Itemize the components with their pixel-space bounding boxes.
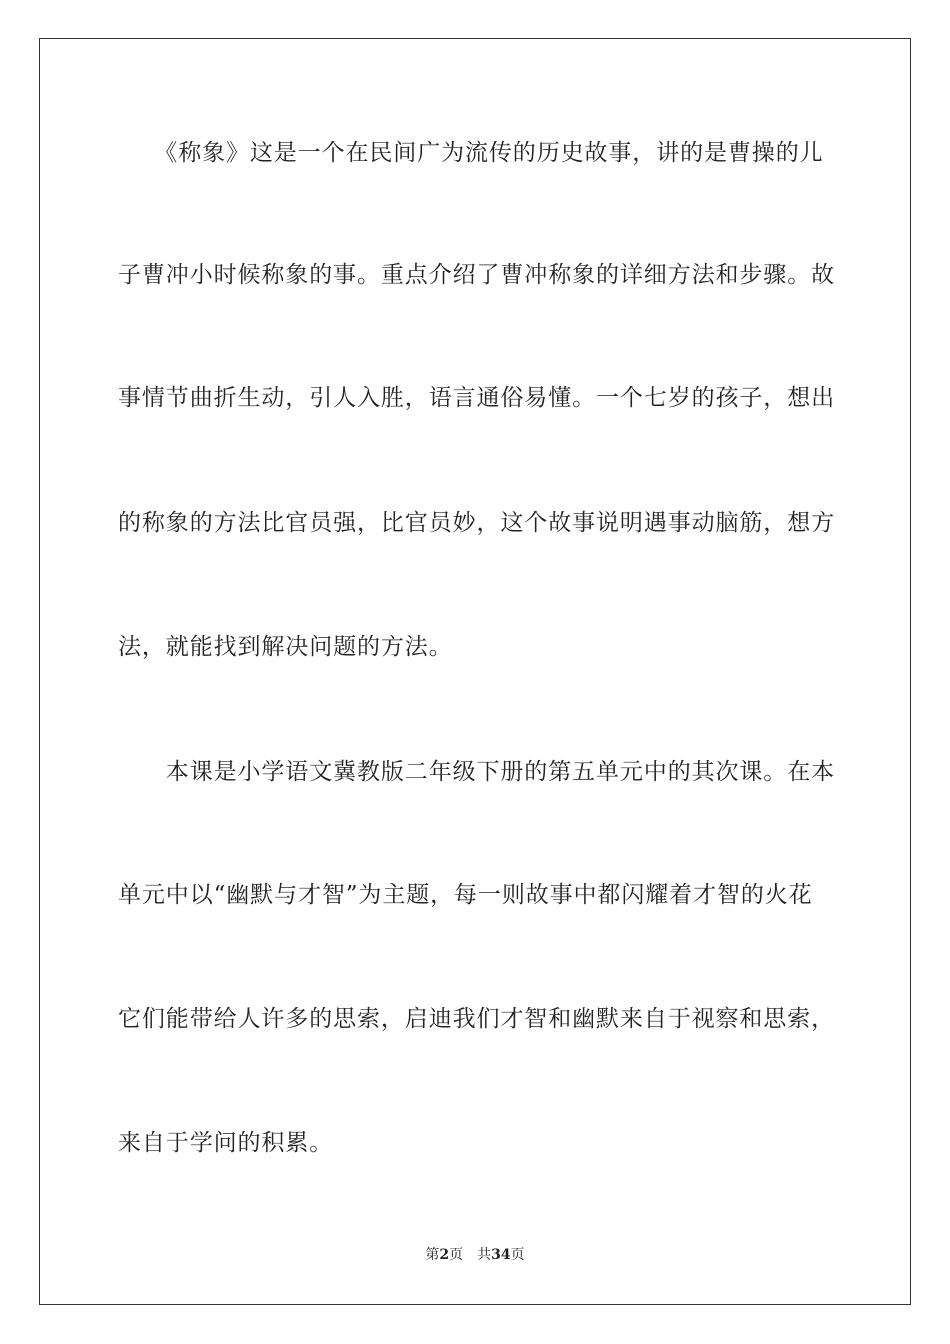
total-suffix: 页 [510, 1247, 525, 1263]
total-pages: 34 [491, 1247, 511, 1263]
text-line: 来自于学问的积累。 [118, 1130, 334, 1156]
page-number: 2 [439, 1247, 450, 1263]
page-border [39, 38, 911, 1305]
text-line: 它们能带给人许多的思索，启迪我们才智和幽默来自于视察和思索， [118, 1006, 835, 1032]
page-footer [0, 1246, 950, 1264]
page-prefix: 第 [425, 1247, 440, 1263]
page-suffix: 页 [449, 1247, 464, 1263]
text-line: 单元中以“幽默与才智”为主题，每一则故事中都闪耀着才智的火花 [118, 882, 813, 908]
text-line: 《称象》这是一个在民间广为流传的历史故事，讲的是曹操的儿 [118, 140, 824, 166]
text-line: 本课是小学语文冀教版二年级下册的第五单元中的其次课。在本 [118, 759, 835, 785]
text-line: 事情节曲折生动，引人入胜，语言通俗易懂。一个七岁的孩子，想出 [118, 385, 835, 411]
total-prefix: 共 [477, 1247, 492, 1263]
text-line: 法，就能找到解决问题的方法。 [118, 634, 453, 660]
text-line: 子曹冲小时候称象的事。重点介绍了曹冲称象的详细方法和步骤。故 [118, 262, 835, 288]
text-line: 的称象的方法比官员强，比官员妙，这个故事说明遇事动脑筋，想方 [118, 510, 835, 536]
